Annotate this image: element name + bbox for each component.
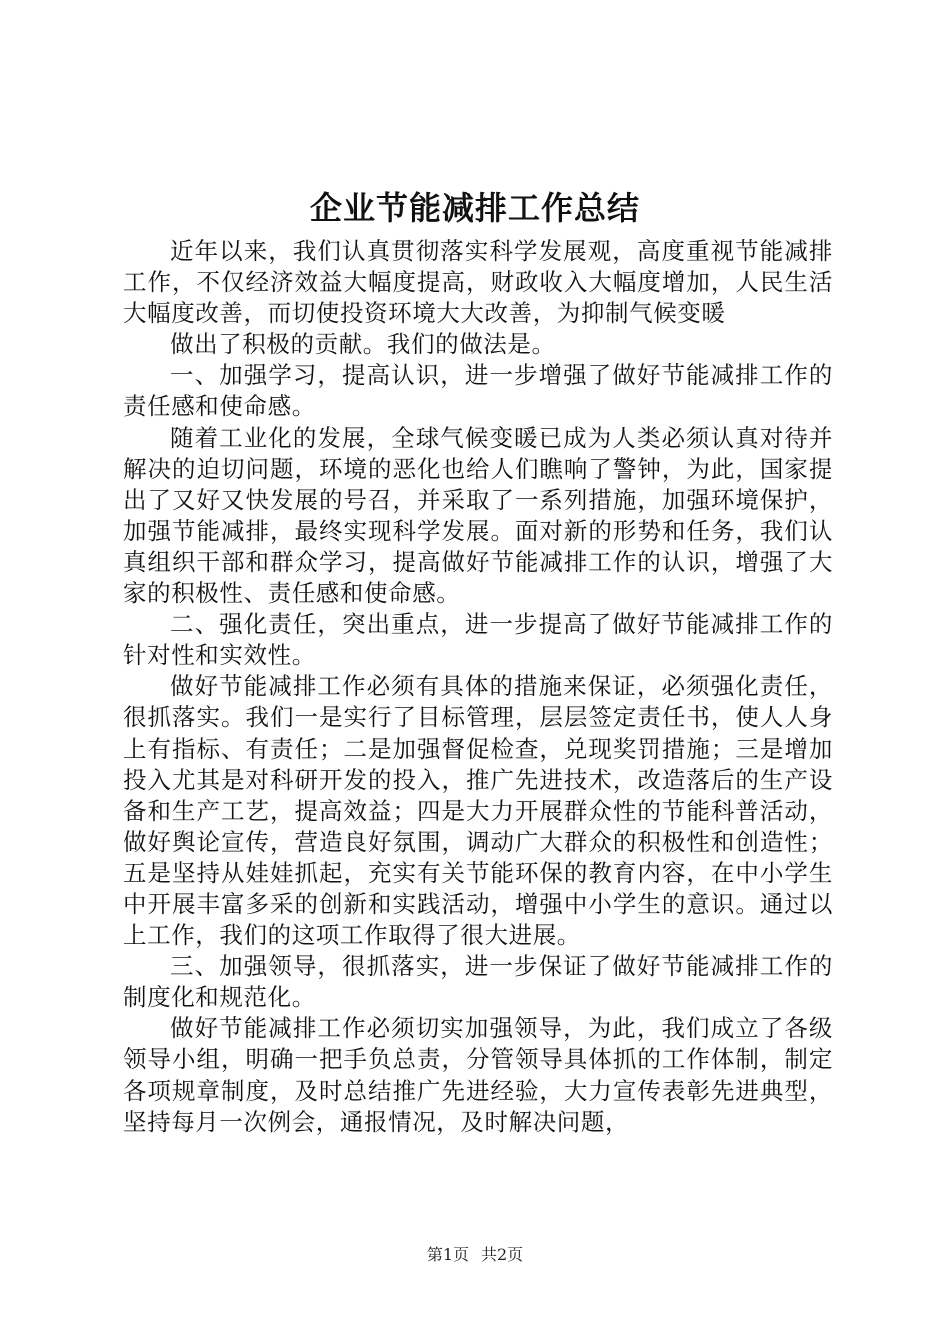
paragraph: 做好节能减排工作必须有具体的措施来保证，必须强化责任，很抓落实。我们一是实行了目标管理，层层签定责任书，使人人身上有指标、有责任；二是加强督促检查，兑现奖罚措施；三是增加投入尤其是对科研开发的投入，推广先进技术，改造落后的生产设备和生产工艺，提高效益；四是大力开展群众性的节能科普活动，做好舆论宣传，营造良好氛围，调动广大群众的积极性和创造性；五是坚持从娃娃抓起，充实有关节能环保的教育内容，在中小学生中开展丰富多采的创新和实践活动，增强中小学生的意识。通过以上工作，我们的这项工作取得了很大进展。 bbox=[123, 672, 833, 950]
paragraph: 做出了积极的贡献。我们的做法是。 bbox=[170, 330, 556, 359]
document-body bbox=[123, 236, 833, 1138]
paragraph: 一、加强学习，提高认识，进一步增强了做好节能减排工作的责任感和使命感。 bbox=[123, 361, 833, 421]
paragraph: 近年以来，我们认真贯彻落实科学发展观，高度重视节能减排工作，不仅经济效益大幅度提高，财政收入大幅度增加，人民生活大幅度改善，而切使投资环境大大改善，为抑制气候变暖 bbox=[123, 237, 833, 328]
paragraph: 二、强化责任，突出重点，进一步提高了做好节能减排工作的针对性和实效性。 bbox=[123, 610, 833, 670]
paragraph: 三、加强领导，很抓落实，进一步保证了做好节能减排工作的制度化和规范化。 bbox=[123, 952, 833, 1012]
paragraph: 做好节能减排工作必须切实加强领导，为此，我们成立了各级领导小组，明确一把手负总责，分管领导具体抓的工作体制，制定各项规章制度，及时总结推广先进经验，大力宣传表彰先进典型，坚持每月一次例会，通报情况，及时解决问题， bbox=[123, 1014, 833, 1136]
page-number: 第1页 bbox=[426, 1245, 469, 1264]
document-title: 企业节能减排工作总结 bbox=[309, 189, 640, 227]
paragraph: 随着工业化的发展，全球气候变暖已成为人类必须认真对待并解决的迫切问题，环境的恶化也给人们瞧响了警钟，为此，国家提出了又好又快发展的号召，并采取了一系列措施，加强环境保护，加强节能减排，最终实现科学发展。面对新的形势和任务，我们认真组织干部和群众学习，提高做好节能减排工作的认识，增强了大家的积极性、责任感和使命感。 bbox=[123, 423, 833, 608]
page-footer bbox=[0, 1243, 950, 1267]
page-total: 共2页 bbox=[481, 1245, 524, 1264]
